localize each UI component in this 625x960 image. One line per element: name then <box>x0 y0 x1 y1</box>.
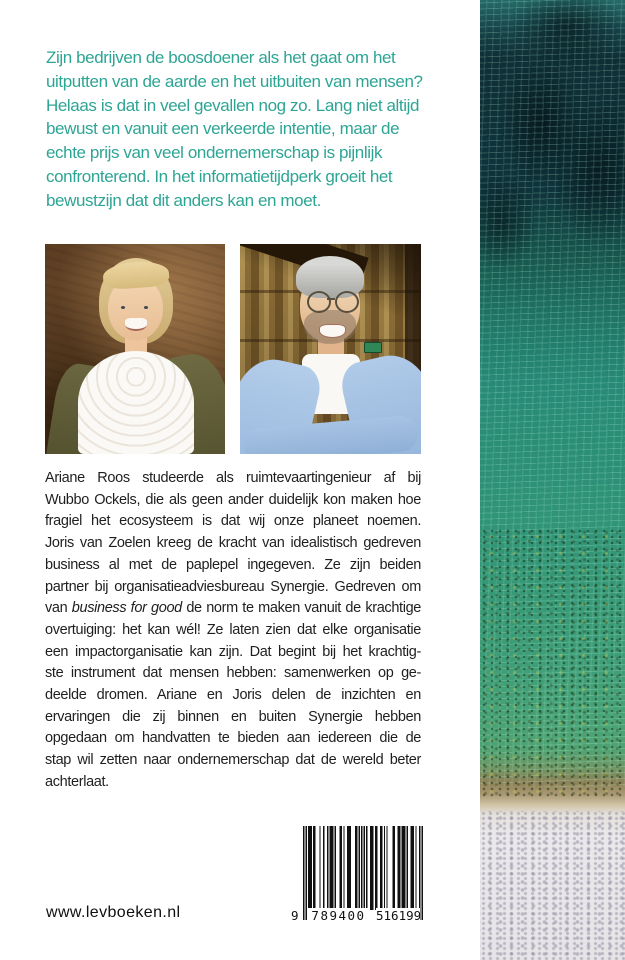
barcode-digits-right: 516199 <box>376 908 422 923</box>
exit-sign <box>364 342 382 353</box>
eye <box>121 306 125 309</box>
bio-line: achterlaat. <box>45 773 109 790</box>
intro-line: bewustzijn dat dit anders kan en moet. <box>46 190 321 210</box>
bio-line: partner bij organisatieadviesbureau Synergie. Gedreven om <box>45 578 421 595</box>
bio-line: ste instrument dat mensen hebben: samenwerken op ge- <box>45 665 421 682</box>
smile <box>125 318 147 331</box>
seaweed-specks <box>480 528 625 797</box>
bio-line: fragiel het ecosysteem is dat wij onze planeet noemen. <box>45 513 421 530</box>
bio-line: business al met de paplepel ingegeven. Ze zijn beiden <box>45 556 421 573</box>
smile <box>319 324 346 338</box>
bio-line: overtuiging: het kan wél! Ze laten zien dat elke organisatie <box>45 621 421 638</box>
intro-line: Zijn bedrijven de boosdoener als het gaat om het <box>46 48 396 67</box>
sand-texture <box>480 811 625 960</box>
intro-line: confronterend. In het informatietijdperk groeit het <box>46 166 393 186</box>
intro-paragraph <box>46 46 423 213</box>
bio-line: deelde dromen. Ariane en Joris delen de inzichten en <box>45 687 421 704</box>
barcode-digit-first: 9 <box>291 908 299 923</box>
bio-paragraph <box>45 468 421 794</box>
author-photos <box>45 244 421 454</box>
photo-joris-van-zoelen <box>240 244 421 454</box>
bio-line: opgedaan om handvatten te bieden aan iedereen die de <box>45 730 421 747</box>
intro-line: echte prijs van veel ondernemerschap is pijnlijk <box>46 143 383 163</box>
glasses-bridge <box>327 298 335 300</box>
bio-line: ervaringen die zij binnen en buiten Synergie hebben <box>45 708 421 725</box>
bio-line: Ariane Roos studeerde als ruimtevaartingenieur af bij <box>45 470 421 486</box>
photo-ariane-roos <box>45 244 225 454</box>
intro-line: Helaas is dat in veel gevallen nog zo. Lang niet altijd <box>46 95 420 115</box>
glasses-lens <box>335 291 359 313</box>
intro-line: uitputten van de aarde en het uitbuiten van mensen? <box>46 71 423 91</box>
bio-line: een impactorganisatie kan zijn. Dat begint bij het krachtig- <box>45 643 421 660</box>
bio-line: van business for good de norm te maken vanuit de krachtige <box>45 600 422 617</box>
barcode-digits-left: 789400 <box>308 908 369 923</box>
glasses-lens <box>307 291 331 313</box>
bio-line: stap wil zetten naar ondernemerschap dat de wereld beter <box>45 752 421 769</box>
barcode <box>293 826 425 923</box>
bio-line: Wubbo Ockels, die als geen ander duidelijk kon maken hoe <box>45 491 421 508</box>
ruffled-blouse <box>78 351 194 454</box>
gray-hair <box>296 256 364 298</box>
ocean-photo-strip <box>480 0 625 960</box>
barcode-bars <box>303 826 423 920</box>
website-url: www.levboeken.nl <box>46 904 181 921</box>
eye <box>144 306 148 309</box>
bio-line: Joris van Zoelen kreeg de kracht van idealistisch gedreven <box>45 535 421 552</box>
intro-line: bewust en vanuit een verkeerde intentie, maar de <box>46 119 400 139</box>
